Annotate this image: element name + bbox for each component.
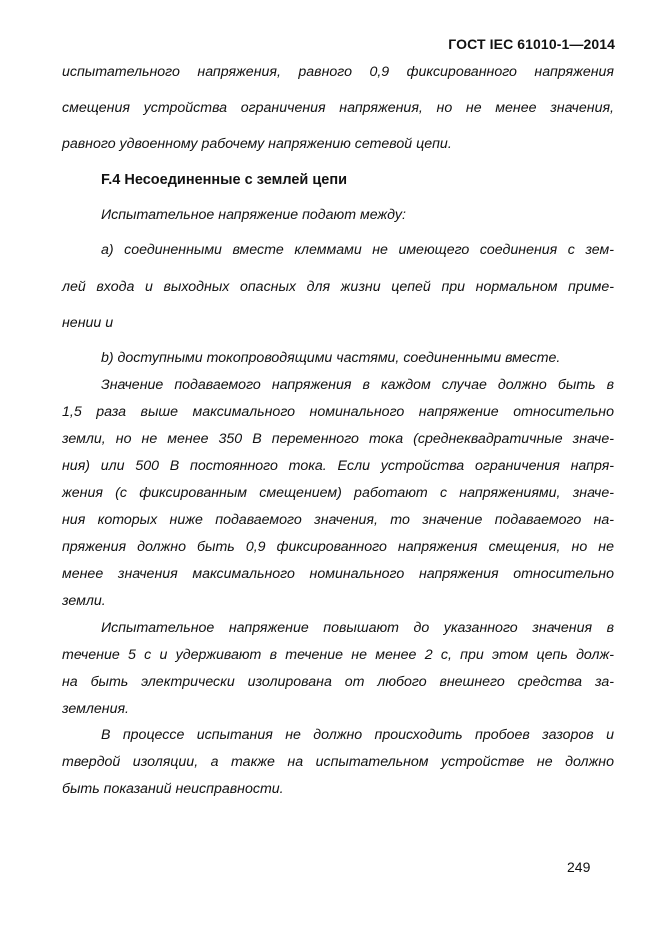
body-line: В процессе испытания не должно происходить пробоев зазоров и [101, 727, 614, 743]
body-line: испытательного напряжения, равного 0,9 фиксированного напряжения [62, 64, 614, 80]
body-line: смещения устройства ограничения напряжения, но не менее значения, [62, 100, 614, 116]
body-line: 1,5 раза выше максимального номинального напряжение относительно [62, 404, 614, 420]
body-line: ния которых ниже подаваемого значения, то значение подаваемого на- [62, 512, 614, 528]
document-header: ГОСТ IEC 61010-1—2014 [448, 36, 615, 52]
body-line: твердой изоляции, а также на испытательном устройстве не должно [62, 754, 614, 770]
page-number: 249 [567, 859, 591, 875]
body-line: менее значения максимального номинального напряжения относительно [62, 566, 614, 582]
body-line: быть показаний неисправности. [62, 781, 284, 797]
body-line: земления. [62, 701, 130, 717]
body-line: равного удвоенному рабочему напряжению сетевой цепи. [62, 136, 452, 152]
body-line: Значение подаваемого напряжения в каждом случае должно быть в [101, 377, 614, 393]
body-line: на быть электрически изолирована от любого внешнего средства за- [62, 674, 614, 690]
section-heading: F.4 Несоединенные с землей цепи [101, 172, 348, 188]
list-item-a-line: а) соединенными вместе клеммами не имеющего соединения с зем- [101, 242, 614, 258]
body-line: пряжения должно быть 0,9 фиксированного напряжения смещения, но не [62, 539, 614, 555]
body-line: Испытательное напряжение повышают до указанного значения в [101, 620, 614, 636]
body-line: земли, но не менее 350 В переменного тока (среднеквадратичные значе- [62, 431, 614, 447]
body-line: жения (с фиксированным смещением) работают с напряжениями, значе- [62, 485, 614, 501]
body-line: земли. [62, 593, 106, 609]
list-item-a-line: нении и [62, 315, 114, 331]
body-line: Испытательное напряжение подают между: [101, 207, 406, 223]
list-item-a-line: лей входа и выходных опасных для жизни цепей при нормальном приме- [62, 279, 614, 295]
body-line: ния) или 500 В постоянного тока. Если устройства ограничения напря- [62, 458, 614, 474]
list-item-b-line: b) доступными токопроводящими частями, соединенными вместе. [101, 350, 561, 366]
body-line: течение 5 с и удерживают в течение не менее 2 с, при этом цепь долж- [62, 647, 614, 663]
